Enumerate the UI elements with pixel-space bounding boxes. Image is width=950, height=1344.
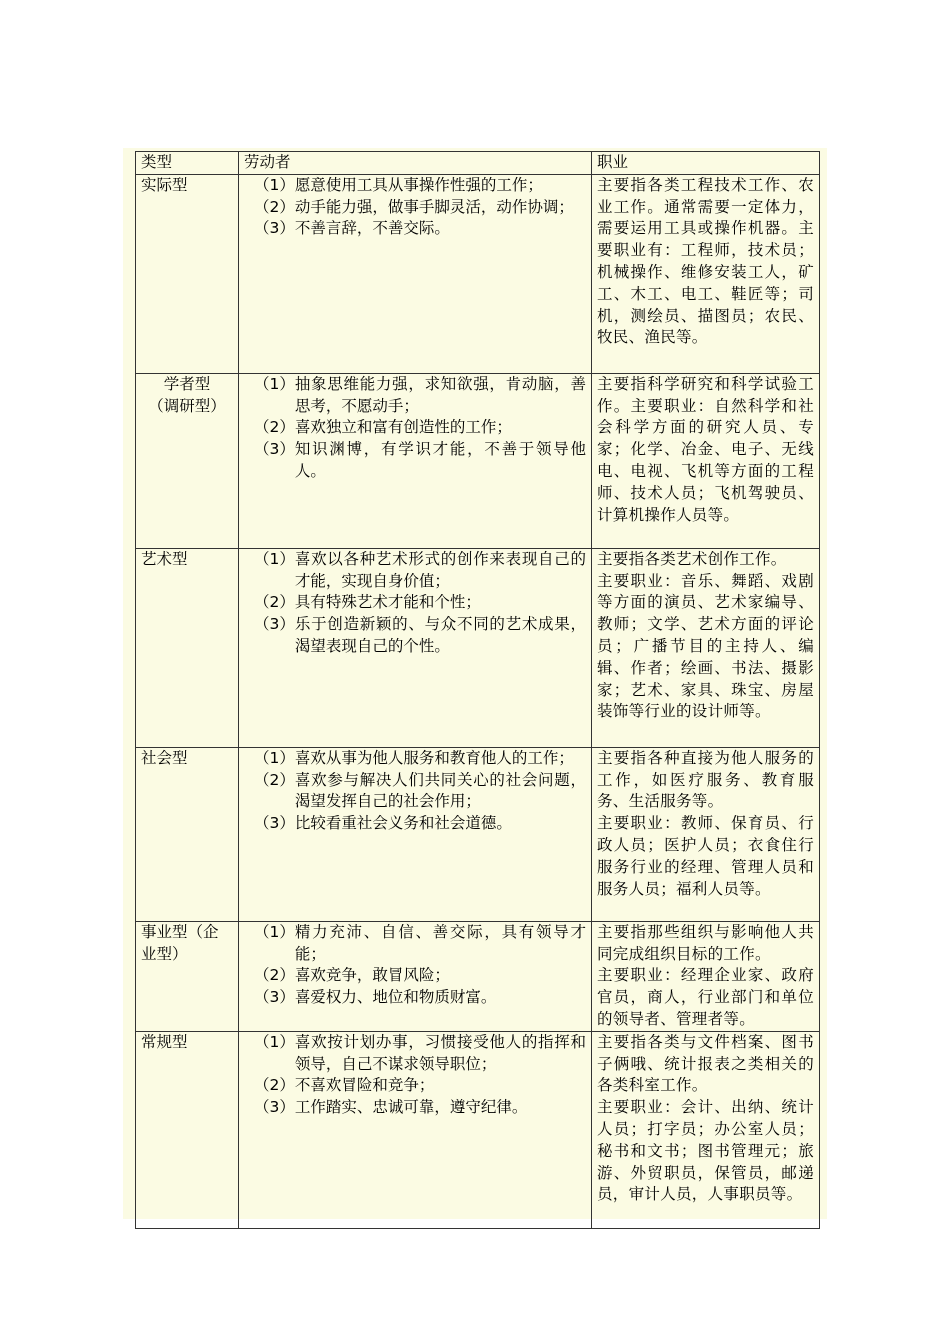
trait-number: （3）	[254, 219, 295, 238]
trait-item	[244, 987, 586, 1009]
trait-text: 不喜欢冒险和竞争；	[294, 1076, 435, 1095]
trait-item	[244, 549, 586, 593]
trait-text: 喜爱权力、地位和物质财富。	[294, 988, 497, 1007]
trait-text: 喜欢独立和富有创造性的工作；	[294, 418, 512, 437]
trait-item	[244, 592, 586, 614]
trait-item	[244, 813, 586, 835]
trait-text: 喜欢竞争，敢冒风险；	[294, 966, 450, 985]
type-cell	[136, 1031, 239, 1228]
type-name: 艺术型	[141, 549, 188, 568]
occupation-summary: 主要指各种直接为他人服务的工作，如医疗服务、教育服务、生活服务等。	[597, 748, 814, 811]
header-worker: 劳动者	[239, 152, 592, 175]
type-cell	[136, 548, 239, 747]
trait-text: 精力充沛、自信、善交际，具有领导才能；	[294, 922, 586, 963]
trait-number: （3）	[254, 615, 295, 634]
trait-text: 抽象思维能力强，求知欲强，肯动脑，善思考，不愿动手；	[294, 374, 586, 415]
trait-number: （2）	[254, 966, 295, 985]
table-row	[136, 921, 820, 1031]
trait-text: 喜欢参与解决人们共同关心的社会问题，渴望发挥自己的社会作用；	[294, 770, 586, 811]
trait-number: （2）	[254, 197, 295, 216]
trait-text: 喜欢以各种艺术形式的创作来表现自己的才能，实现自身价值；	[294, 549, 586, 590]
trait-item	[244, 175, 586, 197]
trait-item	[244, 1032, 586, 1076]
trait-number: （1）	[254, 175, 295, 194]
trait-number: （1）	[254, 549, 295, 568]
trait-number: （1）	[254, 748, 295, 767]
trait-text: 喜欢从事为他人服务和教育他人的工作；	[294, 748, 574, 767]
occupation-cell	[592, 747, 820, 921]
header-occupation: 职业	[592, 152, 820, 175]
trait-number: （3）	[254, 814, 295, 833]
occupation-text: 主要职业：经理企业家、政府官员，商人，行业部门和单位的领导者、管理者等。	[597, 966, 814, 1028]
type-cell	[136, 747, 239, 921]
occupation-text: 主要职业：音乐、舞蹈、戏剧等方面的演员、艺术家编导、教师；文学、艺术方面的评论员；广播节目的主持人、编辑、作者；绘画、书法、摄影家；艺术、家具、珠宝、房屋装饰等行业的设计师等。	[597, 571, 814, 721]
type-name-alt: （调研型）	[148, 396, 226, 415]
trait-number: （2）	[254, 593, 295, 612]
trait-item	[244, 218, 586, 240]
occupation-text: 主要职业：会计、出纳、统计人员；打字员；办公室人员；秘书和文书；图书管理元；旅游、外贸职员，保管员，邮递员，审计人员，人事职员等。	[597, 1098, 814, 1204]
table-row	[136, 174, 820, 373]
table-row	[136, 1031, 820, 1228]
occupation-summary: 主要指各类与文件档案、图书子俩哦、统计报表之类相关的各类科室工作。	[597, 1032, 814, 1095]
trait-number: （1）	[254, 374, 295, 393]
worker-traits-cell	[239, 921, 592, 1031]
occupation-summary: 主要指各类艺术创作工作。	[597, 549, 787, 568]
trait-text: 比较看重社会义务和社会道德。	[294, 814, 512, 833]
table-row	[136, 373, 820, 548]
occupation-text: 主要指科学研究和科学试验工作。主要职业：自然科学和社会科学方面的研究人员、专家；化学、冶金、电子、无线电、电视、飞机等方面的工程师、技术人员；飞机驾驶员、计算机操作人员等。	[597, 374, 814, 524]
occupation-cell	[592, 174, 820, 373]
worker-traits-cell	[239, 747, 592, 921]
trait-number: （1）	[254, 922, 295, 941]
trait-number: （3）	[254, 440, 295, 459]
table-row	[136, 747, 820, 921]
occupation-text: 主要指各类工程技术工作、农业工作。通常需要一定体力，需要运用工具或操作机器。主要职业有：工程师，技术员；机械操作、维修安装工人，矿工、木工、电工、鞋匠等；司机，测绘员、描图员；农民、牧民、渔民等。	[597, 175, 814, 347]
trait-text: 知识渊博，有学识才能，不善于领导他人。	[294, 440, 586, 480]
trait-text: 愿意使用工具从事操作性强的工作；	[294, 175, 543, 194]
table-header-row	[136, 152, 820, 175]
type-name: 社会型	[141, 748, 188, 767]
trait-number: （2）	[254, 418, 295, 437]
occupation-cell	[592, 921, 820, 1031]
career-type-table	[135, 151, 820, 1229]
trait-number: （1）	[254, 1032, 295, 1051]
trait-item	[244, 374, 586, 418]
occupation-text: 主要职业：教师、保育员、行政人员；医护人员；衣食住行服务行业的经理、管理人员和服务人员；福利人员等。	[597, 814, 814, 898]
type-name: 学者型	[163, 374, 211, 393]
occupation-summary: 主要指那些组织与影响他人共同完成组织目标的工作。	[597, 922, 814, 963]
trait-number: （2）	[254, 1076, 295, 1095]
worker-traits-cell	[239, 1031, 592, 1228]
trait-item	[244, 614, 586, 658]
worker-traits-cell	[239, 548, 592, 747]
type-name: 事业型（企业型）	[141, 922, 219, 963]
trait-item	[244, 1097, 586, 1119]
trait-text: 工作踏实、忠诚可靠，遵守纪律。	[294, 1098, 528, 1117]
trait-item	[244, 197, 586, 219]
trait-text: 乐于创造新颖的、与众不同的艺术成果，渴望表现自己的个性。	[294, 615, 586, 655]
trait-item	[244, 748, 586, 770]
worker-traits-cell	[239, 174, 592, 373]
occupation-cell	[592, 1031, 820, 1228]
trait-number: （3）	[254, 988, 295, 1007]
trait-item	[244, 965, 586, 987]
trait-number: （3）	[254, 1098, 295, 1117]
type-name: 实际型	[141, 175, 188, 194]
type-cell	[136, 921, 239, 1031]
trait-item	[244, 417, 586, 439]
trait-item	[244, 439, 586, 483]
type-name: 常规型	[141, 1032, 188, 1051]
trait-item	[244, 1075, 586, 1097]
type-cell	[136, 174, 239, 373]
trait-number: （2）	[254, 770, 295, 789]
trait-text: 不善言辞，不善交际。	[294, 219, 450, 238]
worker-traits-cell	[239, 373, 592, 548]
occupation-cell	[592, 373, 820, 548]
header-type: 类型	[136, 152, 239, 175]
trait-item	[244, 770, 586, 814]
type-cell	[136, 373, 239, 548]
occupation-cell	[592, 548, 820, 747]
table-row	[136, 548, 820, 747]
trait-item	[244, 922, 586, 966]
trait-text: 具有特殊艺术才能和个性；	[294, 593, 481, 612]
trait-text: 动手能力强，做事手脚灵活，动作协调；	[294, 197, 574, 216]
trait-text: 喜欢按计划办事，习惯接受他人的指挥和领导，自己不谋求领导职位；	[294, 1032, 586, 1073]
